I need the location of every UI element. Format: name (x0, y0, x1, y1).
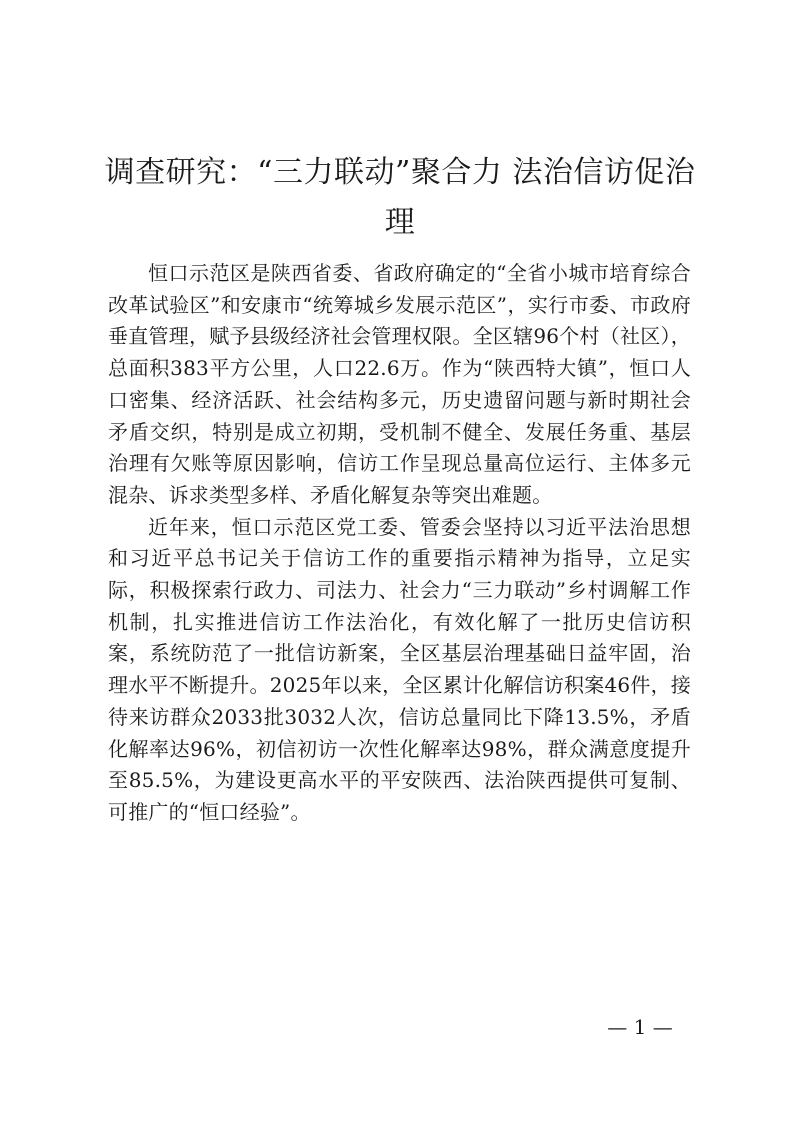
page-number: — 1 — (607, 1015, 673, 1039)
body-paragraph-1: 恒口示范区是陕西省委、省政府确定的“全省小城市培育综合改革试验区”和安康市“统筹城乡发展示范区”，实行市委、市政府垂直管理，赋予县级经济社会管理权限。全区辖96个村（社区），总面积383平方公里，人口22.6万。作为“陕西特大镇”，恒口人口密集、经济活跃、社会结构多元，历史遗留问题与新时期社会矛盾交织，特别是成立初期，受机制不健全、发展任务重、基层治理有欠账等原因影响，信访工作呈现总量高位运行、主体多元混杂、诉求类型多样、矛盾化解复杂等突出难题。 (108, 261, 691, 507)
document-body (108, 258, 691, 829)
document-title: 调查研究：“三力联动”聚合力 法治信访促治理 (104, 155, 696, 240)
body-paragraph-2: 近年来，恒口示范区党工委、管委会坚持以习近平法治思想和习近平总书记关于信访工作的重要指示精神为指导，立足实际，积极探索行政力、司法力、社会力“三力联动”乡村调解工作机制，扎实推进信访工作法治化，有效化解了一批历史信访积案，系统防范了一批信访新案，全区基层治理基础日益牢固，治理水平不断提升。2025年以来，全区累计化解信访积案46件，接待来访群众2033批3032人次，信访总量同比下降13.5%，矛盾化解率达96%，初信初访一次性化解率达98%，群众满意度提升至85.5%，为建设更高水平的平安陕西、法治陕西提供可复制、可推广的“恒口经验”。 (108, 514, 691, 824)
